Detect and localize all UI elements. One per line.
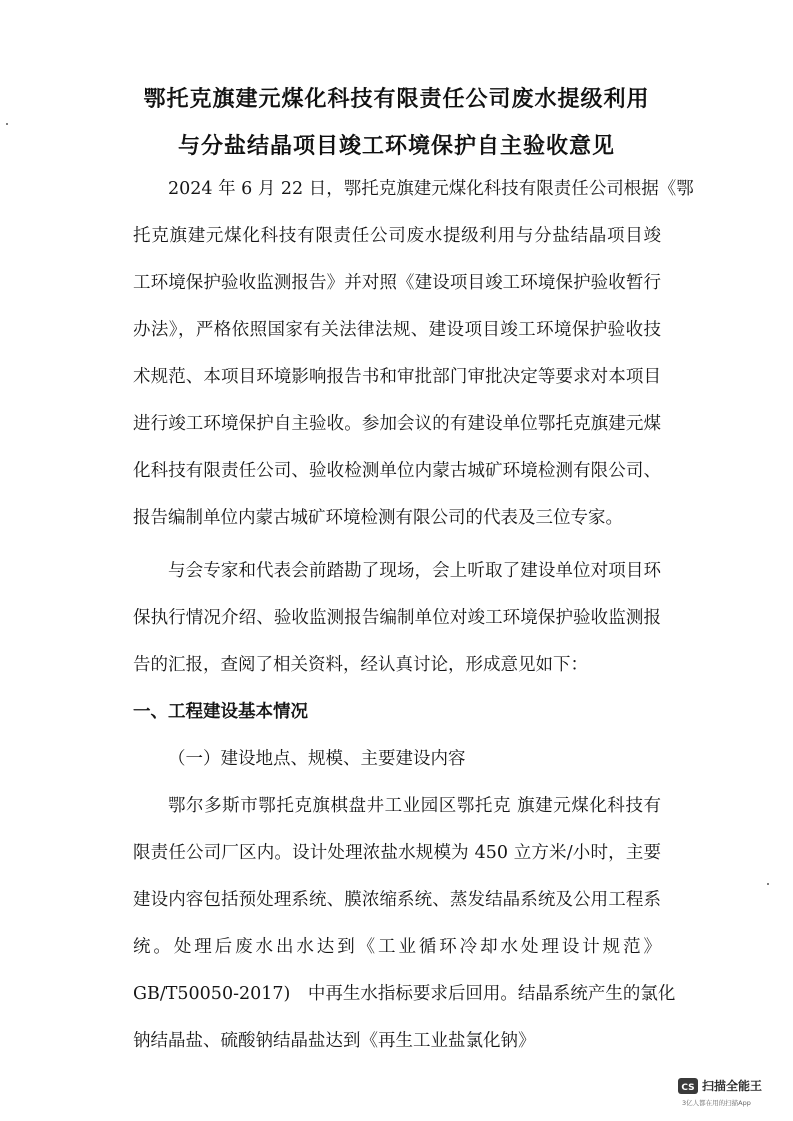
paragraph-1-line: 术规范、本项目环境影响报告书和审批部门审批决定等要求对本项目: [133, 367, 661, 387]
paragraph-2-line: 与会专家和代表会前踏勘了现场，会上听取了建设单位对项目环: [168, 561, 661, 581]
paragraph-1-line: 2024 年 6 月 22 日，鄂托克旗建元煤化科技有限责任公司根据《鄂: [168, 179, 694, 199]
watermark-app-name: 扫描全能王: [702, 1079, 763, 1093]
subsection-heading: （一）建设地点、规模、主要建设内容: [168, 749, 466, 769]
section-heading: 一、工程建设基本情况: [133, 702, 308, 722]
paragraph-2-line: 告的汇报，查阅了相关资料，经认真讨论，形成意见如下：: [133, 655, 588, 675]
paragraph-1-line: 化科技有限责任公司、验收检测单位内蒙古城矿环境检测有限公司、: [133, 461, 661, 481]
paragraph-3-line: 鄂尔多斯市鄂托克旗棋盘井工业园区鄂托克 旗建元煤化科技有: [168, 796, 661, 816]
paragraph-1-line: 报告编制单位内蒙古城矿环境检测有限公司的代表及三位专家。: [133, 508, 623, 528]
paragraph-3-line: 统。处理后废水出水达到《工业循环冷却水处理设计规范》: [133, 937, 661, 957]
paragraph-2-line: 保执行情况介绍、验收监测报告编制单位对竣工环境保护验收监测报: [133, 608, 661, 628]
cs-logo-icon: [678, 1078, 698, 1094]
document-title-line-2: 与分盐结晶项目竣工环境保护自主验收意见: [177, 134, 615, 159]
scan-speck: [767, 883, 769, 885]
scanner-watermark: [678, 1076, 788, 1112]
watermark-tagline: 3亿人都在用的扫描App: [682, 1099, 751, 1107]
paragraph-3-line: GB/T50050-2017) 中再生水指标要求后回用。结晶系统产生的氯化: [133, 984, 676, 1004]
svg-text:CS: CS: [681, 1083, 695, 1093]
paragraph-1-line: 托克旗建元煤化科技有限责任公司废水提级利用与分盐结晶项目竣: [133, 226, 661, 246]
paragraph-1-line: 办法》，严格依照国家有关法律法规、建设项目竣工环境保护验收技: [133, 320, 661, 340]
paragraph-1-line: 进行竣工环境保护自主验收。参加会议的有建设单位鄂托克旗建元煤: [133, 414, 661, 434]
paragraph-3-line: 建设内容包括预处理系统、膜浓缩系统、蒸发结晶系统及公用工程系: [133, 890, 661, 910]
paragraph-3-line: 钠结晶盐、硫酸钠结晶盐达到《再生工业盐氯化钠》: [133, 1031, 536, 1051]
paragraph-3-line: 限责任公司厂区内。设计处理浓盐水规模为 450 立方米/小时，主要: [133, 843, 661, 863]
document-title-line-1: 鄂托克旗建元煤化科技有限责任公司废水提级利用: [143, 87, 650, 112]
scan-speck: [6, 123, 8, 125]
paragraph-1-line: 工环境保护验收监测报告》并对照《建设项目竣工环境保护验收暂行: [133, 273, 661, 293]
